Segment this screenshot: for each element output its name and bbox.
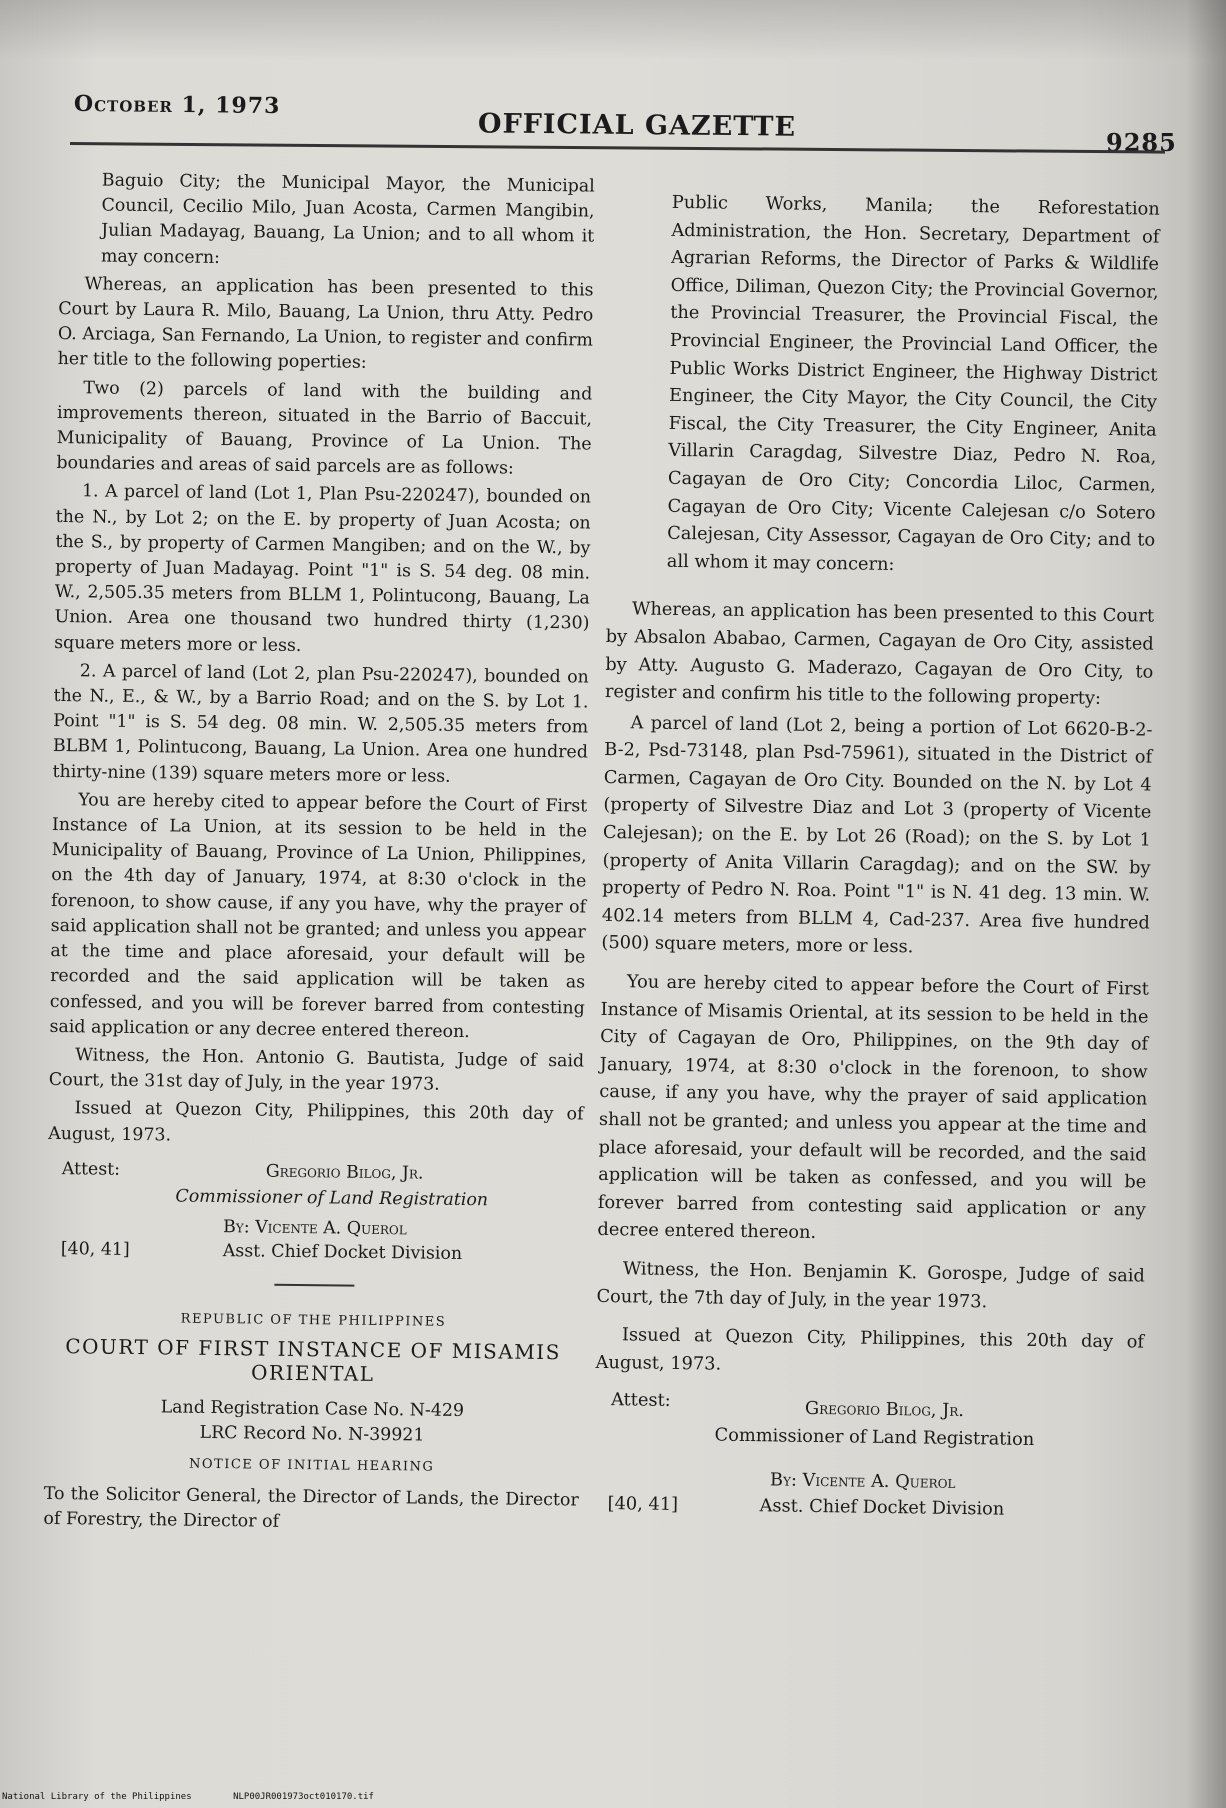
- signatory-line: By: Vicente A. Querol: [222, 1216, 407, 1240]
- witness-paragraph: Witness, the Hon. Benjamin K. Gorospe, Judge of said Court, the 7th day of July, in the year 1973.: [596, 1258, 1146, 1312]
- header-rule: [70, 142, 1165, 154]
- issued-paragraph: Issued at Quezon City, Philippines, this 20th day of August, 1973.: [595, 1324, 1145, 1375]
- commissioner-name: Gregorio Bilog, Jr.: [265, 1161, 424, 1184]
- commissioner-title: Commissioner of Land Registration: [175, 1186, 489, 1211]
- commissioner-name: Gregorio Bilog, Jr.: [804, 1398, 965, 1422]
- issued-paragraph: Issued at Quezon City, Philippines, this 20th day of August, 1973.: [48, 1098, 584, 1145]
- parcels-paragraph: Two (2) parcels of land with the building and improvements thereon, situated in the Barrio of Baccuit, Municipality of Bauang, Province of La Union. The boundaries and areas of said parcels are as follows:: [56, 377, 593, 479]
- section-divider: [274, 1283, 354, 1286]
- attestation-block: [594, 1386, 1144, 1520]
- republic-heading: REPUBLIC OF THE PHILIPPINES: [180, 1311, 447, 1330]
- whereas-paragraph: Whereas, an application has been presented to this Court by Absalon Ababao, Carmen, Cagayan de Oro City, assisted by Atty. Augusto G. Maderazo, Cagayan de Oro City, to register and confirm his title to the following property:: [604, 598, 1155, 709]
- scan-footer: [2, 1792, 410, 1802]
- page-number: 9285: [1106, 128, 1177, 157]
- notice-addressees: To the Solicitor General, the Director of Lands, the Director of Forestry, the Director of: [43, 1483, 579, 1532]
- attest-label: Attest:: [610, 1389, 671, 1412]
- parcel-paragraph: A parcel of land (Lot 2, being a portion of Lot 6620-B-2-B-2, Psd-73148, plan Psd-75961), situated in the District of Carmen, Cagayan de Oro City. Bounded on the N. by Lot 4 (property of Silvestre Diaz and Lot 3 (property of Vicente Calejesan); on the E. by Lot 26 (Road); on the S. by Lot 1 (property of Anita Villarin Caragdag); and on the SW. by property of Pedro N. Roa. Point "1" is N. 41 deg. 13 min. W. 402.14 meters from BLLM 4, Cad-237. Area five hundred (500) square meters, more or less.: [601, 711, 1153, 958]
- signatory-line: By: Vicente A. Querol: [769, 1469, 956, 1494]
- scan-shadow-right: [1186, 0, 1226, 1808]
- attest-label: Attest:: [61, 1158, 121, 1180]
- court-heading: COURT OF FIRST INSTANCE OF MISAMIS ORIENTAL: [65, 1334, 562, 1386]
- addressees-continued: Baguio City; the Municipal Mayor, the Municipal Council, Cecilio Milo, Juan Acosta, Carmen Mangibin, Julian Madayag, Bauang, La Union; and to all whom it may concern:: [100, 170, 595, 268]
- right-column: [594, 188, 1160, 1520]
- library-credit: National Library of the Philippines: [2, 1792, 192, 1802]
- lrc-record-number: LRC Record No. N-39921: [199, 1422, 425, 1446]
- commissioner-title: Commissioner of Land Registration: [714, 1424, 1035, 1451]
- publication-title: OFFICIAL GAZETTE: [477, 108, 797, 143]
- scan-filename: NLP00JR001973oct010170.tif: [233, 1792, 374, 1802]
- left-column: [43, 168, 595, 1541]
- signatory-title: Asst. Chief Docket Division: [759, 1495, 1005, 1520]
- citation-paragraph: You are hereby cited to appear before the Court of First Instance of Misamis Oriental, at its session to be held in the City of Cagayan de Oro, Philippines, on the 9th day of January, 1974, at 8:30 o'clock in the forenoon, to show cause, if any you have, why the prayer of said application shall not be granted; and unless you appear at the time and place aforesaid, your default will be recorded, and the said application will be taken as confessed, and you will be forever barred from contesting said application or any decree entered thereon.: [597, 971, 1150, 1244]
- reference-number: [40, 41]: [607, 1493, 679, 1516]
- whereas-paragraph: Whereas, an application has been presented to this Court by Laura R. Milo, Bauang, La Union, thru Atty. Pedro O. Arciaga, San Fernando, La Union, to register and confirm her title to the following poperties:: [57, 274, 594, 374]
- notice-heading: NOTICE OF INITIAL HEARING: [188, 1457, 435, 1475]
- citation-paragraph: You are hereby cited to appear before the Court of First Instance of La Union, at its session to be held in the Municipality of Bauang, Province of La Union, Philippines, on the 4th day of January, 1974, at 8:30 o'clock in the forenoon, to show cause, if any you have, why the prayer of said application shall not be granted; and unless you appear at the time and place aforesaid, your default will be recorded and the said application will be taken as confessed, and you will be forever barred from contesting said application or any decree entered thereon.: [49, 790, 588, 1042]
- case-number: Land Registration Case No. N-429: [160, 1397, 465, 1421]
- parcel-2-paragraph: 2. A parcel of land (Lot 2, plan Psu-220247), bounded on the N., E., & W., by a Barrio Road; and on the S. by Lot 1. Point "1" is S. 54 deg. 08 min. W. 2,505.35 meters from BLBM 1, Polintucong, Bauang, La Union. Area one hundred thirty-nine (139) square meters more or less.: [52, 661, 589, 787]
- scan-shadow-top: [0, 0, 1226, 60]
- attestation-block: [47, 1153, 583, 1270]
- witness-paragraph: Witness, the Hon. Antonio G. Bautista, Judge of said Court, the 31st day of July, in the year 1973.: [48, 1045, 585, 1095]
- issue-date: October 1, 1973: [73, 90, 281, 120]
- signatory-title: Asst. Chief Docket Division: [222, 1240, 463, 1264]
- addressees-continued: Public Works, Manila; the Reforestation Administration, the Hon. Secretary, Department of Agrarian Reforms, the Director of Parks & Wildlife Office, Diliman, Quezon City; the Provincial Governor, the Provincial Treasurer, the Provincial Fiscal, the Provincial Engineer, the Provincial Land Officer, the Public Works District Engineer, the Highway District Engineer, the City Mayor, the City Council, the City Fiscal, the City Treasurer, the City Engineer, Anita Villarin Caragdag, Silvestre Diaz, Pedro N. Roa, Cagayan de Oro City; Concordia Liloc, Carmen, Cagayan de Oro City; Vicente Calejesan c/o Sotero Calejesan, City Assessor, Cagayan de Oro City; and to all whom it may concern:: [666, 191, 1160, 575]
- reference-number: [40, 41]: [60, 1238, 130, 1260]
- parcel-1-paragraph: 1. A parcel of land (Lot 1, Plan Psu-220247), bounded on the N., by Lot 2; on the E. by property of Juan Acosta; on the S., by property of Carmen Mangiben; and on the W., by property of Juan Madayag. Point "1" is S. 54 deg. 08 min. W., 2,505.35 meters from BLLM 1, Polintucong, Bauang, La Union. Area one thousand two hundred thirty (1,230) square meters more or less.: [54, 481, 592, 656]
